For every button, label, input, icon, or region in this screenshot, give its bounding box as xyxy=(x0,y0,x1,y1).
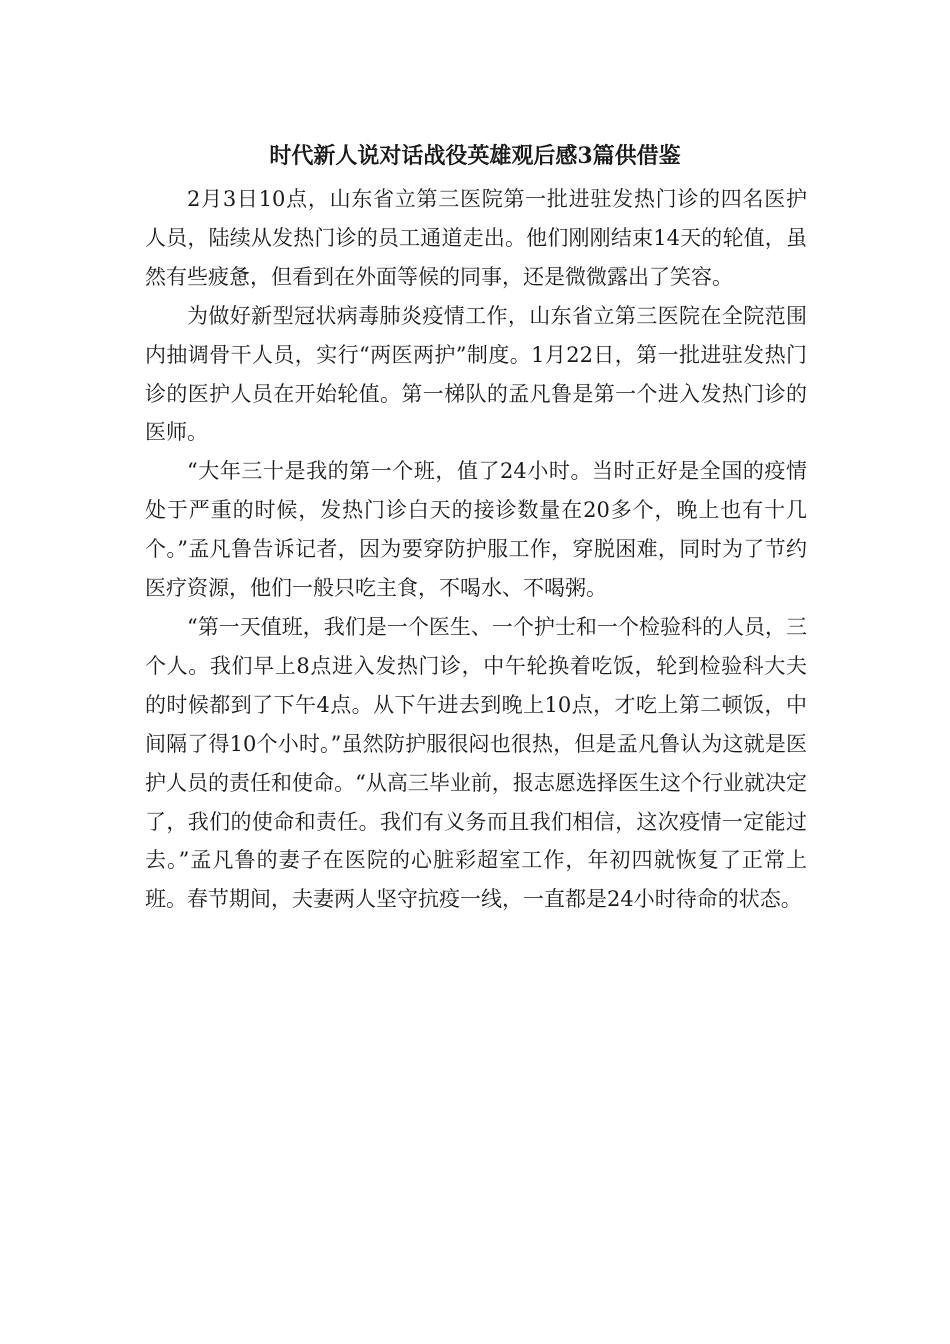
paragraph-3: “大年三十是我的第一个班，值了24小时。当时正好是全国的疫情处于严重的时候，发热门诊白天的接诊数量在20多个，晚上也有十几个。”孟凡鲁告诉记者，因为要穿防护服工作，穿脱困难，同时为了节约医疗资源，他们一般只吃主食，不喝水、不喝粥。 xyxy=(145,459,807,601)
document-title: 时代新人说对话战役英雄观后感3篇供借鉴 xyxy=(269,143,681,169)
paragraph-1: 2月3日10点，山东省立第三医院第一批进驻发热门诊的四名医护人员，陆续从发热门诊的员工通道走出。他们刚刚结束14天的轮值，虽然有些疲惫，但看到在外面等候的同事，还是微微露出了笑容。 xyxy=(145,187,807,289)
paragraph-4: “第一天值班，我们是一个医生、一个护士和一个检验科的人员，三个人。我们早上8点进入发热门诊，中午轮换着吃饭，轮到检验科大夫的时候都到了下午4点。从下午进去到晚上10点，才吃上第二顿饭，中间隔了得10个小时。”虽然防护服很闷也很热，但是孟凡鲁认为这就是医护人员的责任和使命。“从高三毕业前，报志愿选择医生这个行业就决定了，我们的使命和责任。我们有义务而且我们相信，这次疫情一定能过去。”孟凡鲁的妻子在医院的心脏彩超室工作，年初四就恢复了正常上班。春节期间，夫妻两人坚守抗疫一线，一直都是24小时待命的状态。 xyxy=(145,614,807,912)
paragraph-2: 为做好新型冠状病毒肺炎疫情工作，山东省立第三医院在全院范围内抽调骨干人员，实行“两医两护”制度。1月22日，第一批进驻发热门诊的医护人员在开始轮值。第一梯队的孟凡鲁是第一个进入发热门诊的医师。 xyxy=(145,303,807,445)
document-body xyxy=(145,180,807,919)
